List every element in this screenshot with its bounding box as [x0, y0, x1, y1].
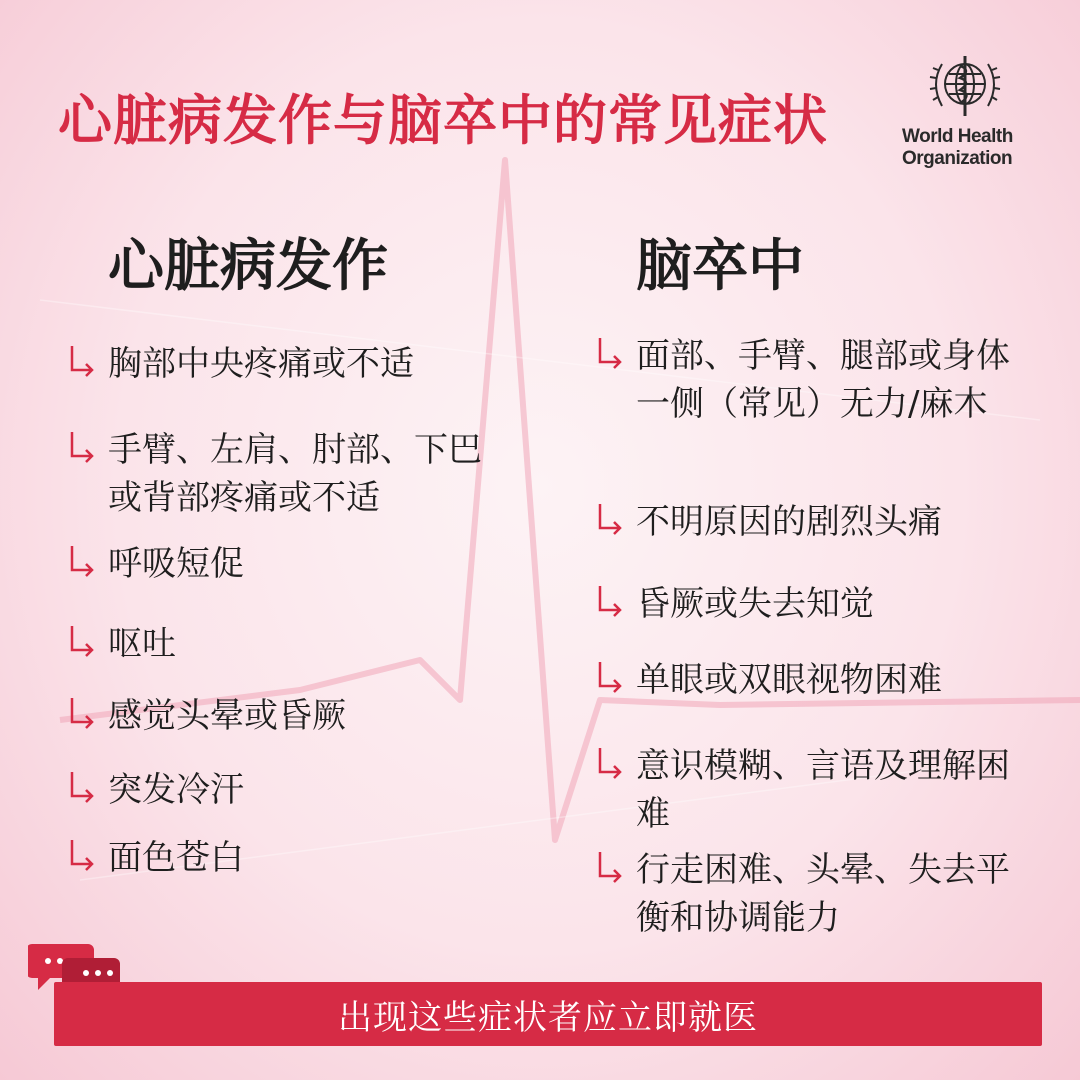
symptom-item — [596, 656, 1016, 704]
arrow-icon — [68, 344, 98, 378]
arrow-icon — [68, 430, 98, 464]
symptom-text: 不明原因的剧烈头痛 — [636, 502, 942, 542]
arrow-icon — [596, 336, 626, 370]
arrow-icon — [68, 544, 98, 578]
symptom-item — [68, 834, 488, 882]
symptom-item — [68, 766, 488, 814]
symptom-text: 面色苍白 — [108, 838, 244, 878]
banner-text: 出现这些症状者应立即就医 — [338, 997, 758, 1038]
symptom-item — [68, 620, 488, 668]
symptom-text: 感觉头晕或昏厥 — [108, 696, 346, 736]
symptom-item — [596, 580, 1016, 628]
symptom-item — [596, 742, 1016, 838]
who-emblem-icon — [924, 50, 1006, 122]
symptom-item — [596, 498, 1016, 546]
arrow-icon — [596, 502, 626, 536]
who-name: World Health Organization — [902, 126, 1013, 169]
page-title: 心脏病发作与脑卒中的常见症状 — [58, 89, 828, 152]
arrow-icon — [596, 850, 626, 884]
symptom-text: 手臂、左肩、肘部、下巴或背部疼痛或不适 — [108, 430, 482, 518]
arrow-icon — [68, 696, 98, 730]
symptom-text: 呕吐 — [108, 624, 176, 664]
heart-attack-heading: 心脏病发作 — [108, 234, 388, 299]
arrow-icon — [596, 746, 626, 780]
symptom-item — [596, 332, 1016, 428]
stroke-heading: 脑卒中 — [636, 234, 804, 299]
symptom-text: 意识模糊、言语及理解困难 — [636, 746, 1010, 834]
symptom-text: 行走困难、头晕、失去平衡和协调能力 — [636, 850, 1010, 938]
symptom-text: 胸部中央疼痛或不适 — [108, 344, 414, 384]
symptom-text: 呼吸短促 — [108, 544, 244, 584]
seek-care-banner — [54, 982, 1042, 1046]
symptom-item — [596, 846, 1016, 942]
symptom-item — [68, 540, 488, 588]
symptom-item — [68, 340, 488, 388]
arrow-icon — [68, 770, 98, 804]
symptom-text: 面部、手臂、腿部或身体一侧（常见）无力/麻木 — [636, 336, 1010, 424]
who-logo — [900, 50, 1030, 170]
symptom-item — [68, 692, 488, 740]
symptom-text: 突发冷汗 — [108, 770, 244, 810]
arrow-icon — [596, 660, 626, 694]
symptom-text: 昏厥或失去知觉 — [636, 584, 874, 624]
symptom-item — [68, 426, 488, 522]
symptom-text: 单眼或双眼视物困难 — [636, 660, 942, 700]
arrow-icon — [68, 624, 98, 658]
arrow-icon — [68, 838, 98, 872]
arrow-icon — [596, 584, 626, 618]
